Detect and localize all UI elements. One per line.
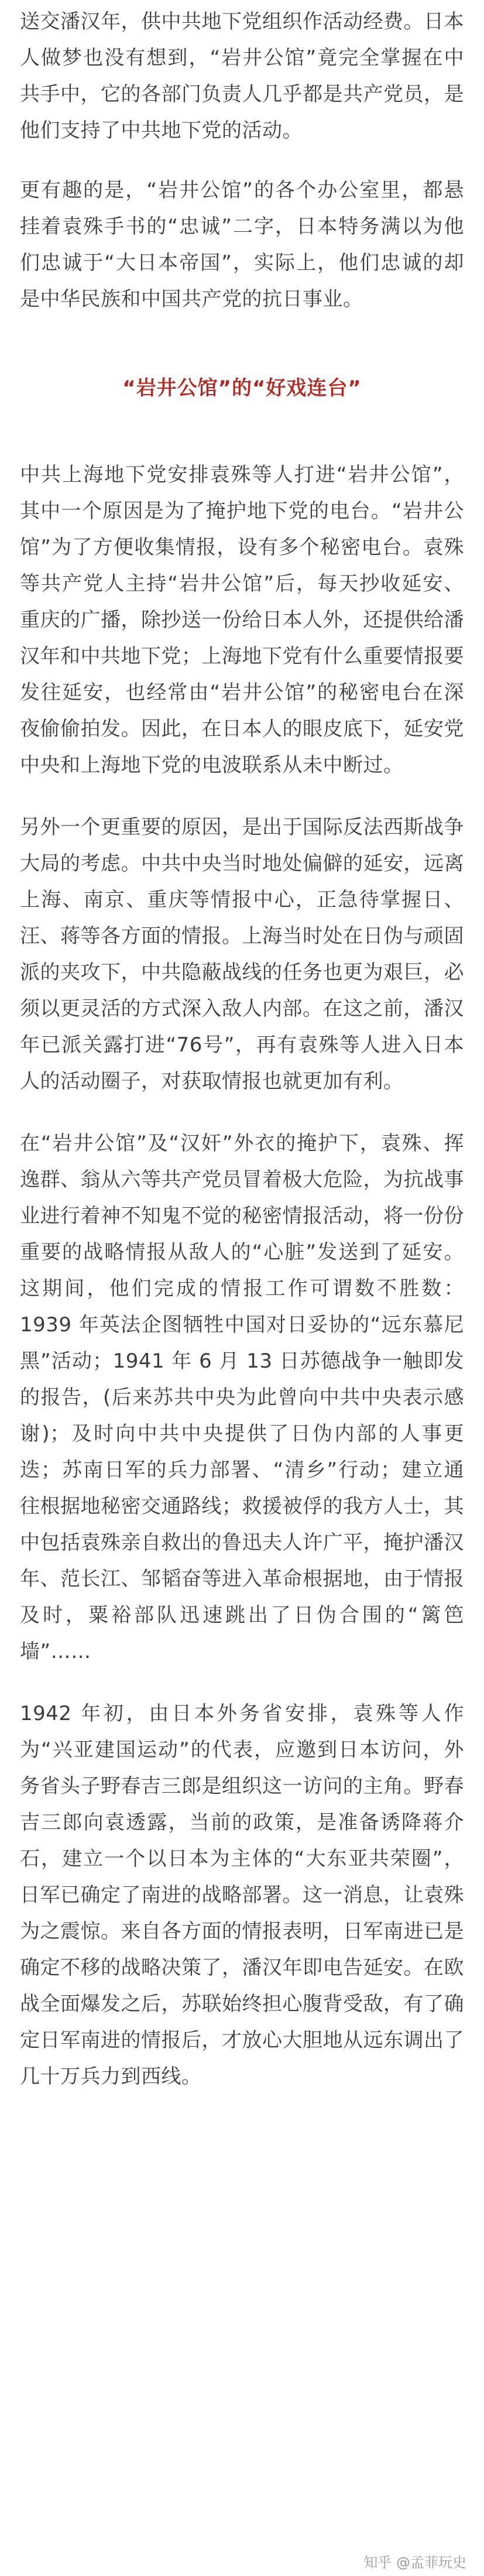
article-paragraph: 中共上海地下党安排袁殊等人打进“岩井公馆”，其中一个原因是为了掩护地下党的电台。“岩井公馆”为了方便收集情报，设有多个秘密电台。袁殊等共产党人主持“岩井公馆”后，每天抄收延安、重庆的广播，除抄送一份给日本人外，还提供给潘汉年和中共地下党；上海地下党有什么重要情报要发往延安，也经常由“岩井公馆”的秘密电台在深夜偷偷拍发。因此，在日本人的眼皮底下，延安党中央和上海地下党的电波联系从未中断过。 xyxy=(20,463,464,777)
article-paragraph: 更有趣的是，“岩井公馆”的各个办公室里，都悬挂着袁殊手书的“忠诚”二字，日本特务满以为他们忠诚于“大日本帝国”，实际上，他们忠诚的却是中华民族和中国共产党的抗日事业。 xyxy=(20,179,464,311)
article-paragraph: 送交潘汉年，供中共地下党组织作活动经费。日本人做梦也没有想到，“岩井公馆”竟完全掌握在中共手中，它的各部门负责人几乎都是共产党员，是他们支持了中共地下党的活动。 xyxy=(20,10,464,142)
section-heading: “岩井公馆”的“好戏连台” xyxy=(122,376,362,400)
watermark-text: 知乎 @孟菲玩史 xyxy=(363,2554,466,2571)
article-paragraph: 1942 年初，由日本外务省安排，袁殊等人作为“兴亚建国运动”的代表，应邀到日本访问，外务省头子野春吉三郎是组织这一访问的主角。野春吉三郎向袁透露，当前的政策，是准备诱降蒋介石，建立一个以日本为主体的“大东亚共荣圈”，日军已确定了南进的战略部署。这一消息，让袁殊为之震惊。来自各方面的情报表明，日军南进已是确定不移的战略决策了，潘汉年即电告延安。在欧战全面爆发之后，苏联始终担心腹背受敌，有了确定日军南进的情报后，才放心大胆地从远东调出了几十万兵力到西线。 xyxy=(20,1702,464,2088)
article-paragraph: 另外一个更重要的原因，是出于国际反法西斯战争大局的考虑。中共中央当时地处偏僻的延安，远离上海、南京、重庆等情报中心，正急待掌握日、汪、蒋等各方面的情报。上海当时处在日伪与顽固派的夹攻下，中共隐蔽战线的任务也更为艰巨，必须以更灵活的方式深入敌人内部。在这之前，潘汉年已派关露打进“76号”，再有袁殊等人进入日本人的活动圈子，对获取情报也就更加有利。 xyxy=(20,816,464,1093)
article-paragraph: 在“岩井公馆”及“汉奸”外衣的掩护下，袁殊、挥逸群、翁从六等共产党员冒着极大危险，为抗战事业进行着神不知鬼不觉的秘密情报活动，将一份份重要的战略情报从敌人的“心脏”发送到了延安。这期间，他们完成的情报工作可谓数不胜数：1939 年英法企图牺牲中国对日妥协的“远东慕尼黑”活动；1941 年 6 月 13 日苏德战争一触即发的报告，(后来苏共中央为此曾向中共中央表示感谢)；及时向中共中央提供了日伪内部的人事更迭；苏南日军的兵力部署、“清乡”行动；建立通往根据地秘密交通路线；救援被俘的我方人士，其中包括袁殊亲自救出的鲁迅夫人许广平，掩护潘汉年、范长江、邹韬奋等进入革命根据地，由于情报及时，粟裕部队迅速跳出了日伪合围的“篱笆墙”…… xyxy=(20,1132,464,1663)
